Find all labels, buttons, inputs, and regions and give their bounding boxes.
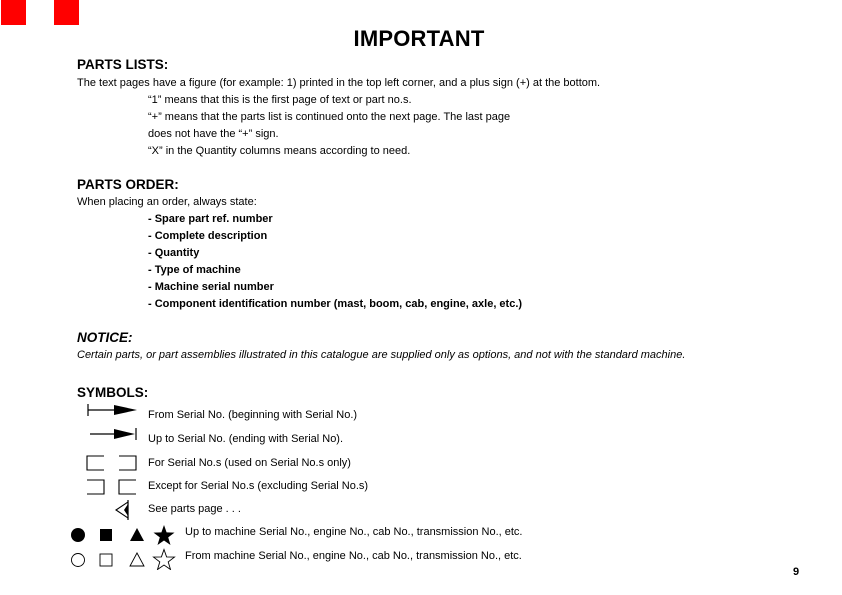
parts-order-item: - Component identification number (mast, boom, cab, engine, axle, etc.)	[148, 298, 523, 310]
from-serial-arrow-icon	[86, 402, 138, 418]
outline-shapes-icon	[68, 548, 178, 570]
except-serial-brackets-icon	[84, 478, 140, 496]
parts-lists-line: “1” means that this is the first page of text or part no.s.	[148, 94, 412, 106]
parts-lists-line: “X” in the Quantity columns means according to need.	[148, 145, 411, 157]
symbol-outline-shapes-label: From machine Serial No., engine No., cab No., transmission No., etc.	[185, 550, 522, 562]
symbol-from-serial-label: From Serial No. (beginning with Serial No.)	[148, 409, 358, 421]
corner-marker-right	[54, 0, 79, 25]
up-to-serial-arrow-icon	[86, 426, 138, 442]
symbol-up-to-serial-label: Up to Serial No. (ending with Serial No).	[148, 433, 344, 445]
parts-order-item: - Type of machine	[148, 264, 241, 276]
parts-order-item: - Spare part ref. number	[148, 213, 273, 225]
parts-order-item: - Machine serial number	[148, 281, 274, 293]
notice-heading: NOTICE:	[77, 330, 133, 345]
page-title: IMPORTANT	[353, 26, 485, 51]
parts-order-intro: When placing an order, always state:	[77, 196, 257, 208]
symbol-see-page-label: See parts page . . .	[148, 503, 241, 515]
parts-lists-intro: The text pages have a figure (for example: 1) printed in the top left corner, and a plus sign (+) at the bottom.	[77, 77, 601, 89]
symbol-for-serial-label: For Serial No.s (used on Serial No.s only)	[148, 457, 351, 469]
symbol-filled-shapes-label: Up to machine Serial No., engine No., cab No., transmission No., etc.	[185, 526, 523, 538]
parts-lists-line: does not have the “+” sign.	[148, 128, 279, 140]
parts-order-heading: PARTS ORDER:	[77, 177, 179, 192]
filled-shapes-icon	[68, 524, 178, 546]
page-number: 9	[793, 566, 800, 578]
symbol-except-serial-label: Except for Serial No.s (excluding Serial No.s)	[148, 480, 369, 492]
see-page-icon	[114, 499, 140, 521]
parts-order-item: - Quantity	[148, 247, 200, 259]
symbols-heading: SYMBOLS:	[77, 385, 149, 400]
notice-text: Certain parts, or part assemblies illustrated in this catalogue are supplied only as options, and not with the standard machine.	[77, 349, 686, 361]
for-serial-brackets-icon	[84, 454, 140, 472]
corner-marker-left	[1, 0, 26, 25]
parts-order-item: - Complete description	[148, 230, 268, 242]
parts-lists-heading: PARTS LISTS:	[77, 57, 169, 72]
parts-lists-line: “+” means that the parts list is continued onto the next page. The last page	[148, 111, 511, 123]
